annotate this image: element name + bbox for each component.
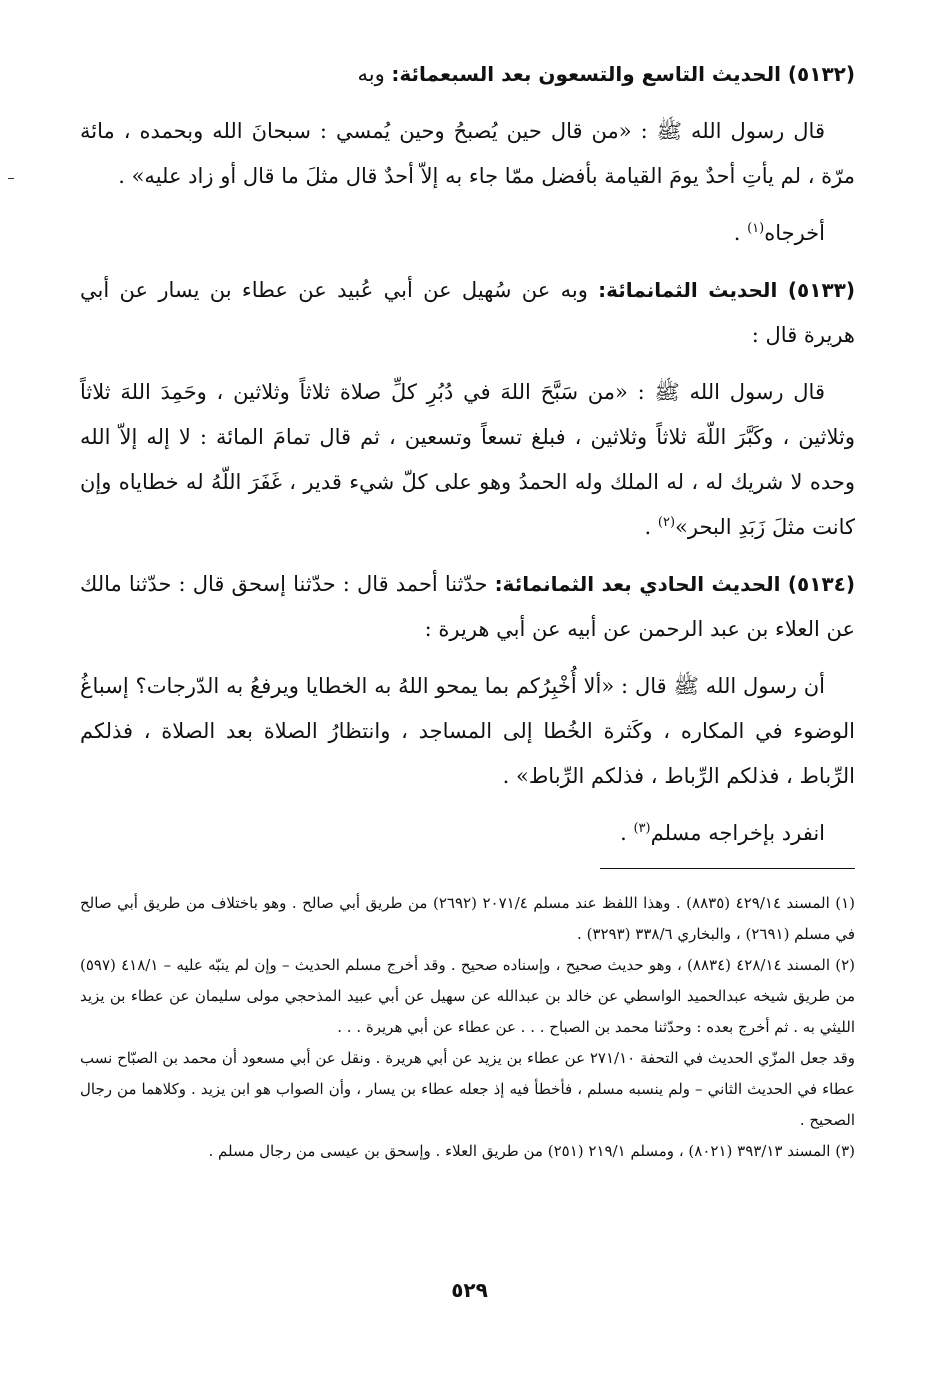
footnotes xyxy=(80,888,855,1167)
hadith-5134-takhrij-paragraph xyxy=(80,811,855,856)
margin-mark xyxy=(8,178,14,179)
footnote-ref-2: (٢) xyxy=(657,515,676,530)
footnote-2-continuation: وقد جعل المزّي الحديث في التحفة ٢٧١/١٠ عن عطاء بن يزيد عن أبي هريرة . ونقل عن أبي مسعود أن محمد بن الصبّاح نسب عطاء في الحديث الثاني – ولم ينسبه مسلم ، فأخطأ فيه إذ جعله عطاء بن يسار ، وأن الصواب هو ابن يزيد . وكلاهما من رجال الصحيح . xyxy=(80,1049,856,1129)
hadith-5134-text: أن رسول الله ﷺ قال : «ألا أُخْبِرُكم بما يمحو اللهُ به الخطايا ويرفعُ به الدّرجات؟ إسباغُ الوضوء في المكاره ، وكَثرة الخُطا إلى المساجد ، وانتظارُ الصلاة بعد الصلاة ، فذلكم الرِّباط ، فذلكم الرِّباط ، فذلكم الرِّباط» . xyxy=(80,674,855,788)
main-text xyxy=(80,52,855,868)
footnote-3: (٣) المسند ٣٩٣/١٣ (٨٠٢١) ، ومسلم ٢١٩/١ (٢٥١) من طريق العلاء . وإسحق بن عيسى من رجال مسلم . xyxy=(208,1142,855,1160)
footnote-2: (٢) المسند ٤٢٨/١٤ (٨٨٣٤) ، وهو حديث صحيح ، وإسناده صحيح . وقد أخرج مسلم الحديث – وإن لم ينبّه عليه – ٤١٨/١ (٥٩٧) من طريق شيخه عبدالحميد الواسطي عن خالد بن عبدالله عن سهيل عن أبي عبيد المذحجي مولى سليمان عن عطاء بن يزيد الليثي به . ثم أخرج بعده : وحدّثنا محمد بن الصباح . . . عن عطاء عن أبي هريرة . . . xyxy=(80,956,856,1036)
hadith-5134-heading-paragraph xyxy=(80,562,855,652)
hadith-5132-end: . xyxy=(733,221,748,245)
hadith-5132-heading-paragraph xyxy=(80,52,855,97)
hadith-5134-heading: (٥١٣٤) الحديث الحادي بعد الثمانمائة: xyxy=(494,572,855,596)
hadith-5133-text: قال رسول الله ﷺ : «من سَبَّحَ اللهَ في دُبُرِ كلِّ صلاة ثلاثاً وثلاثين ، وحَمِدَ اللهَ ثلاثاً وثلاثين ، وكَبَّرَ اللّهَ ثلاثاً وثلاثين ، فبلغ تسعاً وتسعين ، ثم قال تمامَ المائة : لا إله إلاّ الله وحده لا شريك له ، له الملك وله الحمدُ وهو على كلّ شيء قدير ، غَفَرَ اللّهُ له خطاياه وإن كانت مثلَ زَبَدِ البحر» xyxy=(80,380,855,539)
footnote-ref-3: (٣) xyxy=(633,821,651,836)
hadith-5134-takhrij: انفرد بإخراجه مسلم xyxy=(650,821,825,845)
hadith-5132-text: قال رسول الله ﷺ : «من قال حين يُصبحُ وحين يُمسي : سبحانَ الله وبحمده ، مائة مرّة ، لم يأتِ أحدٌ يومَ القيامة بأفضل ممّا جاء به إلاّ أحدٌ قال مثلَ ما قال أو زاد عليه» . xyxy=(80,119,855,188)
hadith-5133-heading: (٥١٣٣) الحديث الثمانمائة: xyxy=(598,278,856,302)
footnote-ref-1: (١) xyxy=(747,221,765,236)
hadith-5134-chain: حدّثنا أحمد قال : حدّثنا إسحق قال : حدّثنا مالك عن العلاء بن عبد الرحمن عن أبيه عن أبي هريرة : xyxy=(80,572,855,641)
hadith-5132-takhrij: أخرجاه xyxy=(764,221,825,245)
hadith-5133-text-paragraph xyxy=(80,370,855,550)
hadith-5133-end: . xyxy=(644,515,658,539)
hadith-5132-takhrij-paragraph xyxy=(80,211,855,256)
hadith-5134-end: . xyxy=(620,821,634,845)
hadith-5133-heading-paragraph xyxy=(80,268,855,358)
footnote-separator xyxy=(600,868,855,869)
hadith-5133-chain: وبه عن سُهيل عن أبي عُبيد عن عطاء بن يسار عن أبي هريرة قال : xyxy=(80,278,855,347)
hadith-5132-heading: (٥١٣٢) الحديث التاسع والتسعون بعد السبعمائة: xyxy=(391,62,855,86)
hadith-5132-chain: وبه xyxy=(357,62,385,86)
footnote-1: (١) المسند ٤٢٩/١٤ (٨٨٣٥) . وهذا اللفظ عند مسلم ٢٠٧١/٤ (٢٦٩٢) من طريق أبي صالح . وهو باختلاف من طريق أبي صالح في مسلم (٢٦٩١) ، والبخاري ٣٣٨/٦ (٣٢٩٣) . xyxy=(80,894,856,943)
page-number: ٥٢٩ xyxy=(451,1278,488,1302)
